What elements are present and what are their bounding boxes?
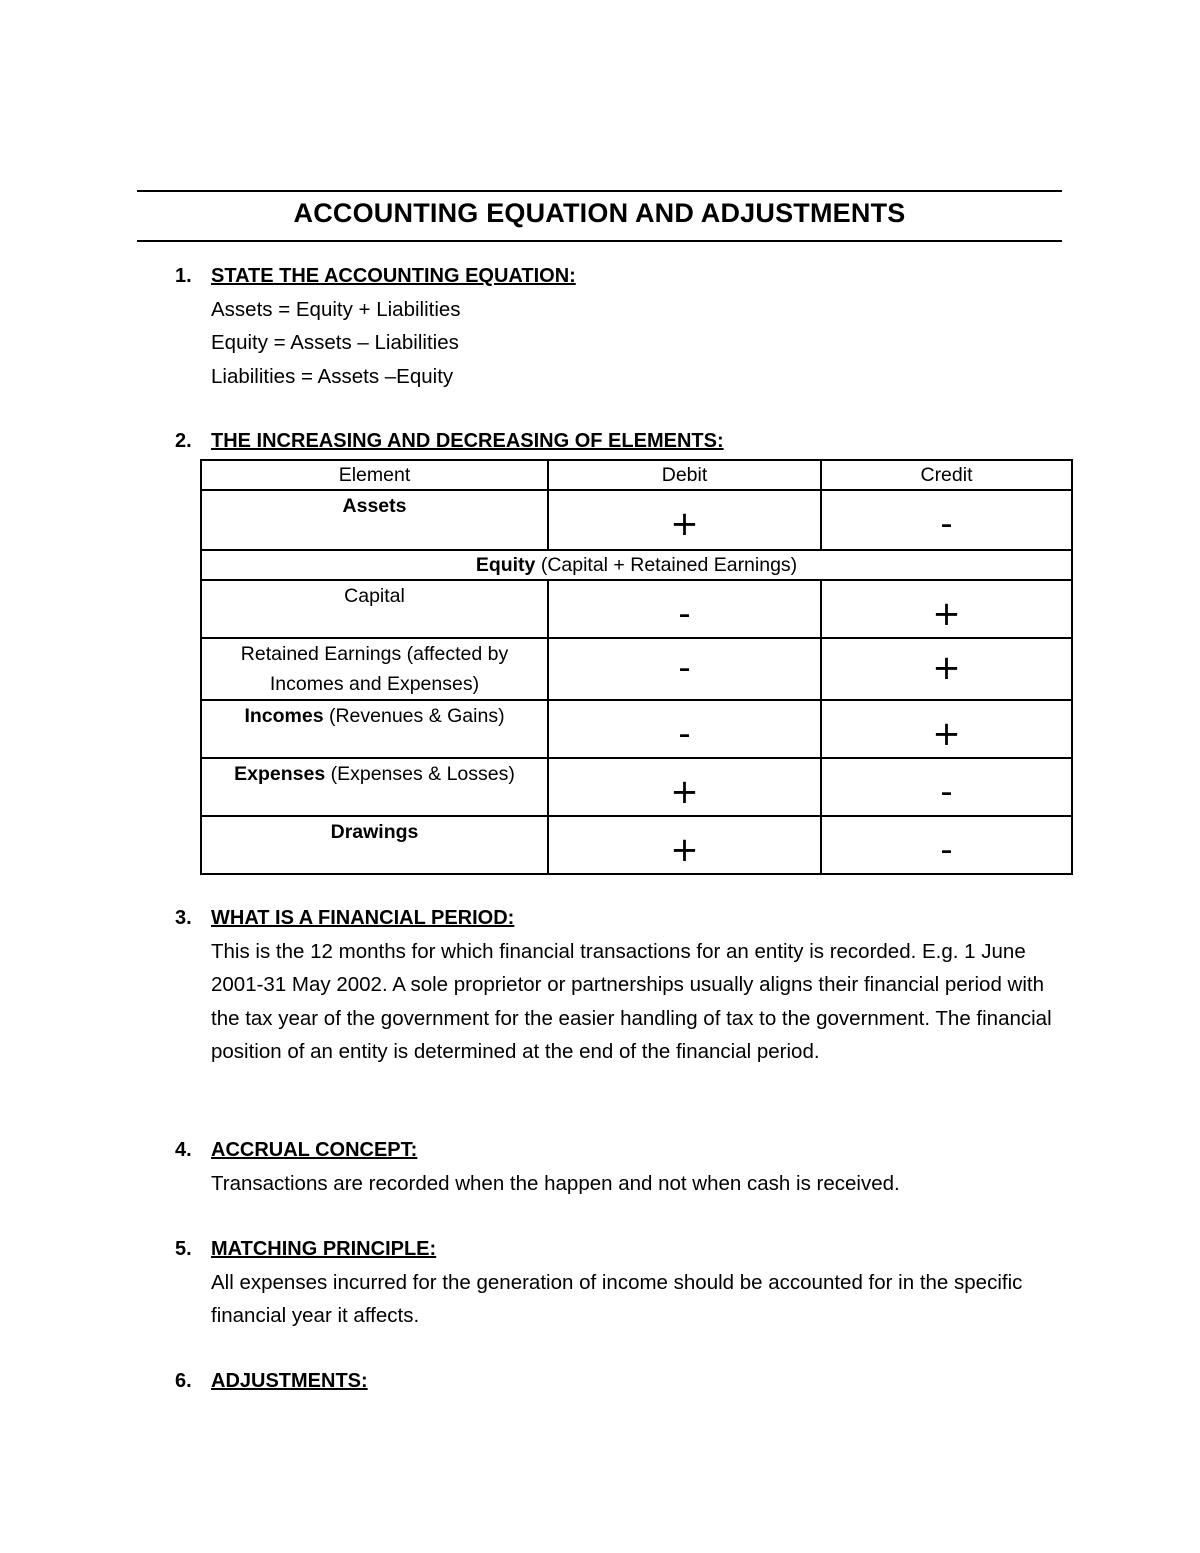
credit-cell [821,580,1072,638]
section-title: ADJUSTMENTS: [211,1370,368,1392]
table-header-cell: Element [201,460,548,490]
title-rule-bottom [137,240,1062,242]
element-name: Capital [201,580,548,638]
section-title: THE INCREASING AND DECREASING OF ELEMENTS: [211,430,724,452]
section-paragraph: This is the 12 months for which financial transactions for an entity is recorded. E.g. 1 June 2001-31 May 2002. A sole proprietor or partnerships usually aligns their financial period with the tax year of the government for the easier handling of tax to the government. The financial position of an entity is determined at the end of the financial period. [211,940,1052,1063]
section-title: WHAT IS A FINANCIAL PERIOD: [211,907,515,929]
section-number: 1. [175,265,192,287]
table-row [201,758,1072,816]
table-row-equity [201,550,1072,580]
element-name: Expenses (Expenses & Losses) [201,758,548,816]
section-financial-period [175,902,1075,1068]
element-name: Incomes (Revenues & Gains) [201,700,548,758]
table-header-cell: Debit [548,460,821,490]
minus-sign: - [940,830,953,870]
minus-sign: - [678,648,691,688]
debit-cell [548,758,821,816]
element-name: Retained Earnings (affected by Incomes and Expenses) [201,638,548,700]
plus-sign: + [670,772,699,812]
debit-cell [548,580,821,638]
credit-cell [821,490,1072,550]
debit-cell [548,700,821,758]
debit-cell [548,638,821,700]
section-number: 5. [175,1238,192,1260]
plus-sign: + [932,648,961,688]
minus-sign: - [678,594,691,634]
section-heading [175,1365,1075,1398]
elements-table [200,459,1073,875]
equation-list [211,293,1075,393]
plus-sign: + [670,504,699,544]
section-title: STATE THE ACCOUNTING EQUATION: [211,265,576,287]
section-accounting-equation [175,260,1075,393]
section-heading [175,1233,1075,1266]
table-header-row [201,460,1072,490]
section-number: 3. [175,907,192,929]
section-heading [175,902,1075,935]
minus-sign: - [940,504,953,544]
section-title: ACCRUAL CONCEPT: [211,1139,418,1161]
credit-cell [821,638,1072,700]
section-number: 2. [175,430,192,452]
title-rule-top [137,190,1062,192]
plus-sign: + [670,830,699,870]
section-accrual-concept [175,1134,1075,1200]
table-row [201,490,1072,550]
table-row [201,700,1072,758]
section-matching-principle [175,1233,1075,1333]
page-title: ACCOUNTING EQUATION AND ADJUSTMENTS [293,198,906,228]
minus-sign: - [940,772,953,812]
table-row [201,580,1072,638]
credit-cell [821,700,1072,758]
equation-line: Equity = Assets – Liabilities [211,331,459,355]
section-number: 6. [175,1370,192,1392]
minus-sign: - [678,714,691,754]
equation-line: Liabilities = Assets –Equity [211,364,454,388]
section-heading [175,260,1075,293]
section-paragraph: Transactions are recorded when the happen and not when cash is received. [211,1172,900,1195]
plus-sign: + [932,594,961,634]
credit-cell [821,816,1072,874]
plus-sign: + [932,714,961,754]
debit-cell [548,816,821,874]
section-elements [175,425,1075,458]
section-number: 4. [175,1139,192,1161]
element-name: Drawings [201,816,548,874]
section-title: MATCHING PRINCIPLE: [211,1238,437,1260]
section-heading [175,425,1075,458]
credit-cell [821,758,1072,816]
table-row [201,638,1072,700]
table-row [201,816,1072,874]
equity-heading-cell: Equity (Capital + Retained Earnings) [201,550,1072,580]
table-header-cell: Credit [821,460,1072,490]
debit-cell [548,490,821,550]
section-heading [175,1134,1075,1167]
element-name: Assets [201,490,548,550]
equation-line: Assets = Equity + Liabilities [211,298,461,321]
section-paragraph: All expenses incurred for the generation of income should be accounted for in the specific financial year it affects. [211,1271,1023,1328]
section-adjustments [175,1365,1075,1398]
